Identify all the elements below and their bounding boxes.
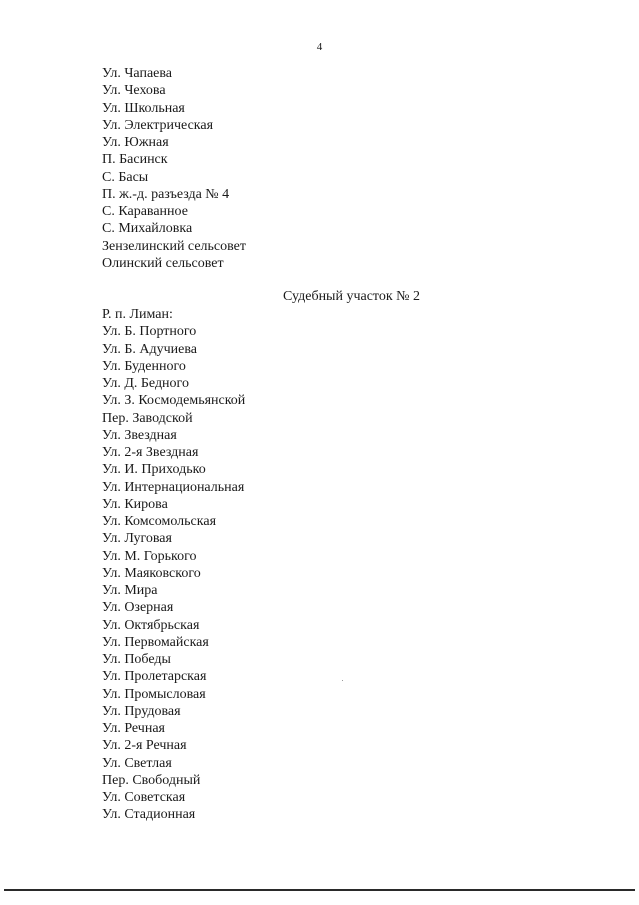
address-item: Ул. Электрическая: [102, 117, 214, 133]
address-item: С. Басы: [102, 169, 149, 185]
address-item: С. Караванное: [102, 204, 188, 219]
address-item: Ул. 2-я Речная: [102, 738, 187, 754]
address-item: Пер. Заводской: [102, 410, 193, 426]
address-item: Ул. И. Приходько: [102, 462, 206, 478]
address-item: Ул. Комсомольская: [102, 514, 217, 529]
address-item: Ул. Интернациональная: [102, 479, 245, 495]
address-item: Зензелинский сельсовет: [102, 238, 246, 254]
address-item: П. Басинск: [102, 152, 168, 168]
address-item: Ул. Д. Бедного: [102, 376, 189, 391]
address-item: Р. п. Лиман:: [102, 307, 173, 322]
address-list-bottom: [102, 306, 245, 824]
address-item: Ул. Октябрьская: [102, 617, 200, 633]
address-item: Ул. Прудовая: [102, 703, 181, 719]
address-item: Олинский сельсовет: [102, 255, 224, 271]
address-item: Ул. З. Космодемьянской: [102, 393, 246, 409]
address-item: Ул. М. Горького: [102, 548, 197, 564]
address-item: Ул. Б. Адучиева: [102, 341, 197, 357]
page-number: 4: [316, 41, 323, 53]
address-item: Ул. Пролетарская: [102, 669, 207, 685]
address-item: Пер. Свободный: [102, 772, 201, 788]
address-item: Ул. Стадионная: [102, 807, 196, 823]
address-item: Ул. Светлая: [102, 755, 172, 771]
address-item: Ул. Чапаева: [102, 66, 173, 81]
scan-artifact: [342, 680, 343, 681]
address-item: Ул. Маяковского: [102, 565, 201, 581]
address-item: Ул. Луговая: [102, 531, 172, 547]
address-item: Ул. Б. Портного: [102, 324, 197, 340]
address-item: Ул. Школьная: [102, 100, 185, 116]
address-item: Ул. Советская: [102, 790, 186, 805]
address-item: С. Михайловка: [102, 221, 193, 237]
address-item: Ул. Чехова: [102, 83, 166, 99]
page-bottom-rule: [4, 889, 635, 891]
address-item: Ул. Промысловая: [102, 686, 206, 702]
address-item: П. ж.-д. разъезда № 4: [102, 186, 230, 202]
address-item: Ул. Звездная: [102, 427, 177, 443]
address-item: Ул. Буденного: [102, 358, 186, 374]
address-list-top: [102, 65, 246, 272]
address-item: Ул. Победы: [102, 652, 171, 667]
section-heading: Судебный участок № 2: [283, 289, 421, 304]
address-item: Ул. Кирова: [102, 496, 168, 512]
address-item: Ул. 2-я Звездная: [102, 445, 199, 460]
address-item: Ул. Мира: [102, 583, 158, 598]
address-item: Ул. Озерная: [102, 600, 174, 616]
address-item: Ул. Южная: [102, 135, 169, 150]
address-item: Ул. Первомайская: [102, 634, 209, 650]
address-item: Ул. Речная: [102, 721, 165, 736]
